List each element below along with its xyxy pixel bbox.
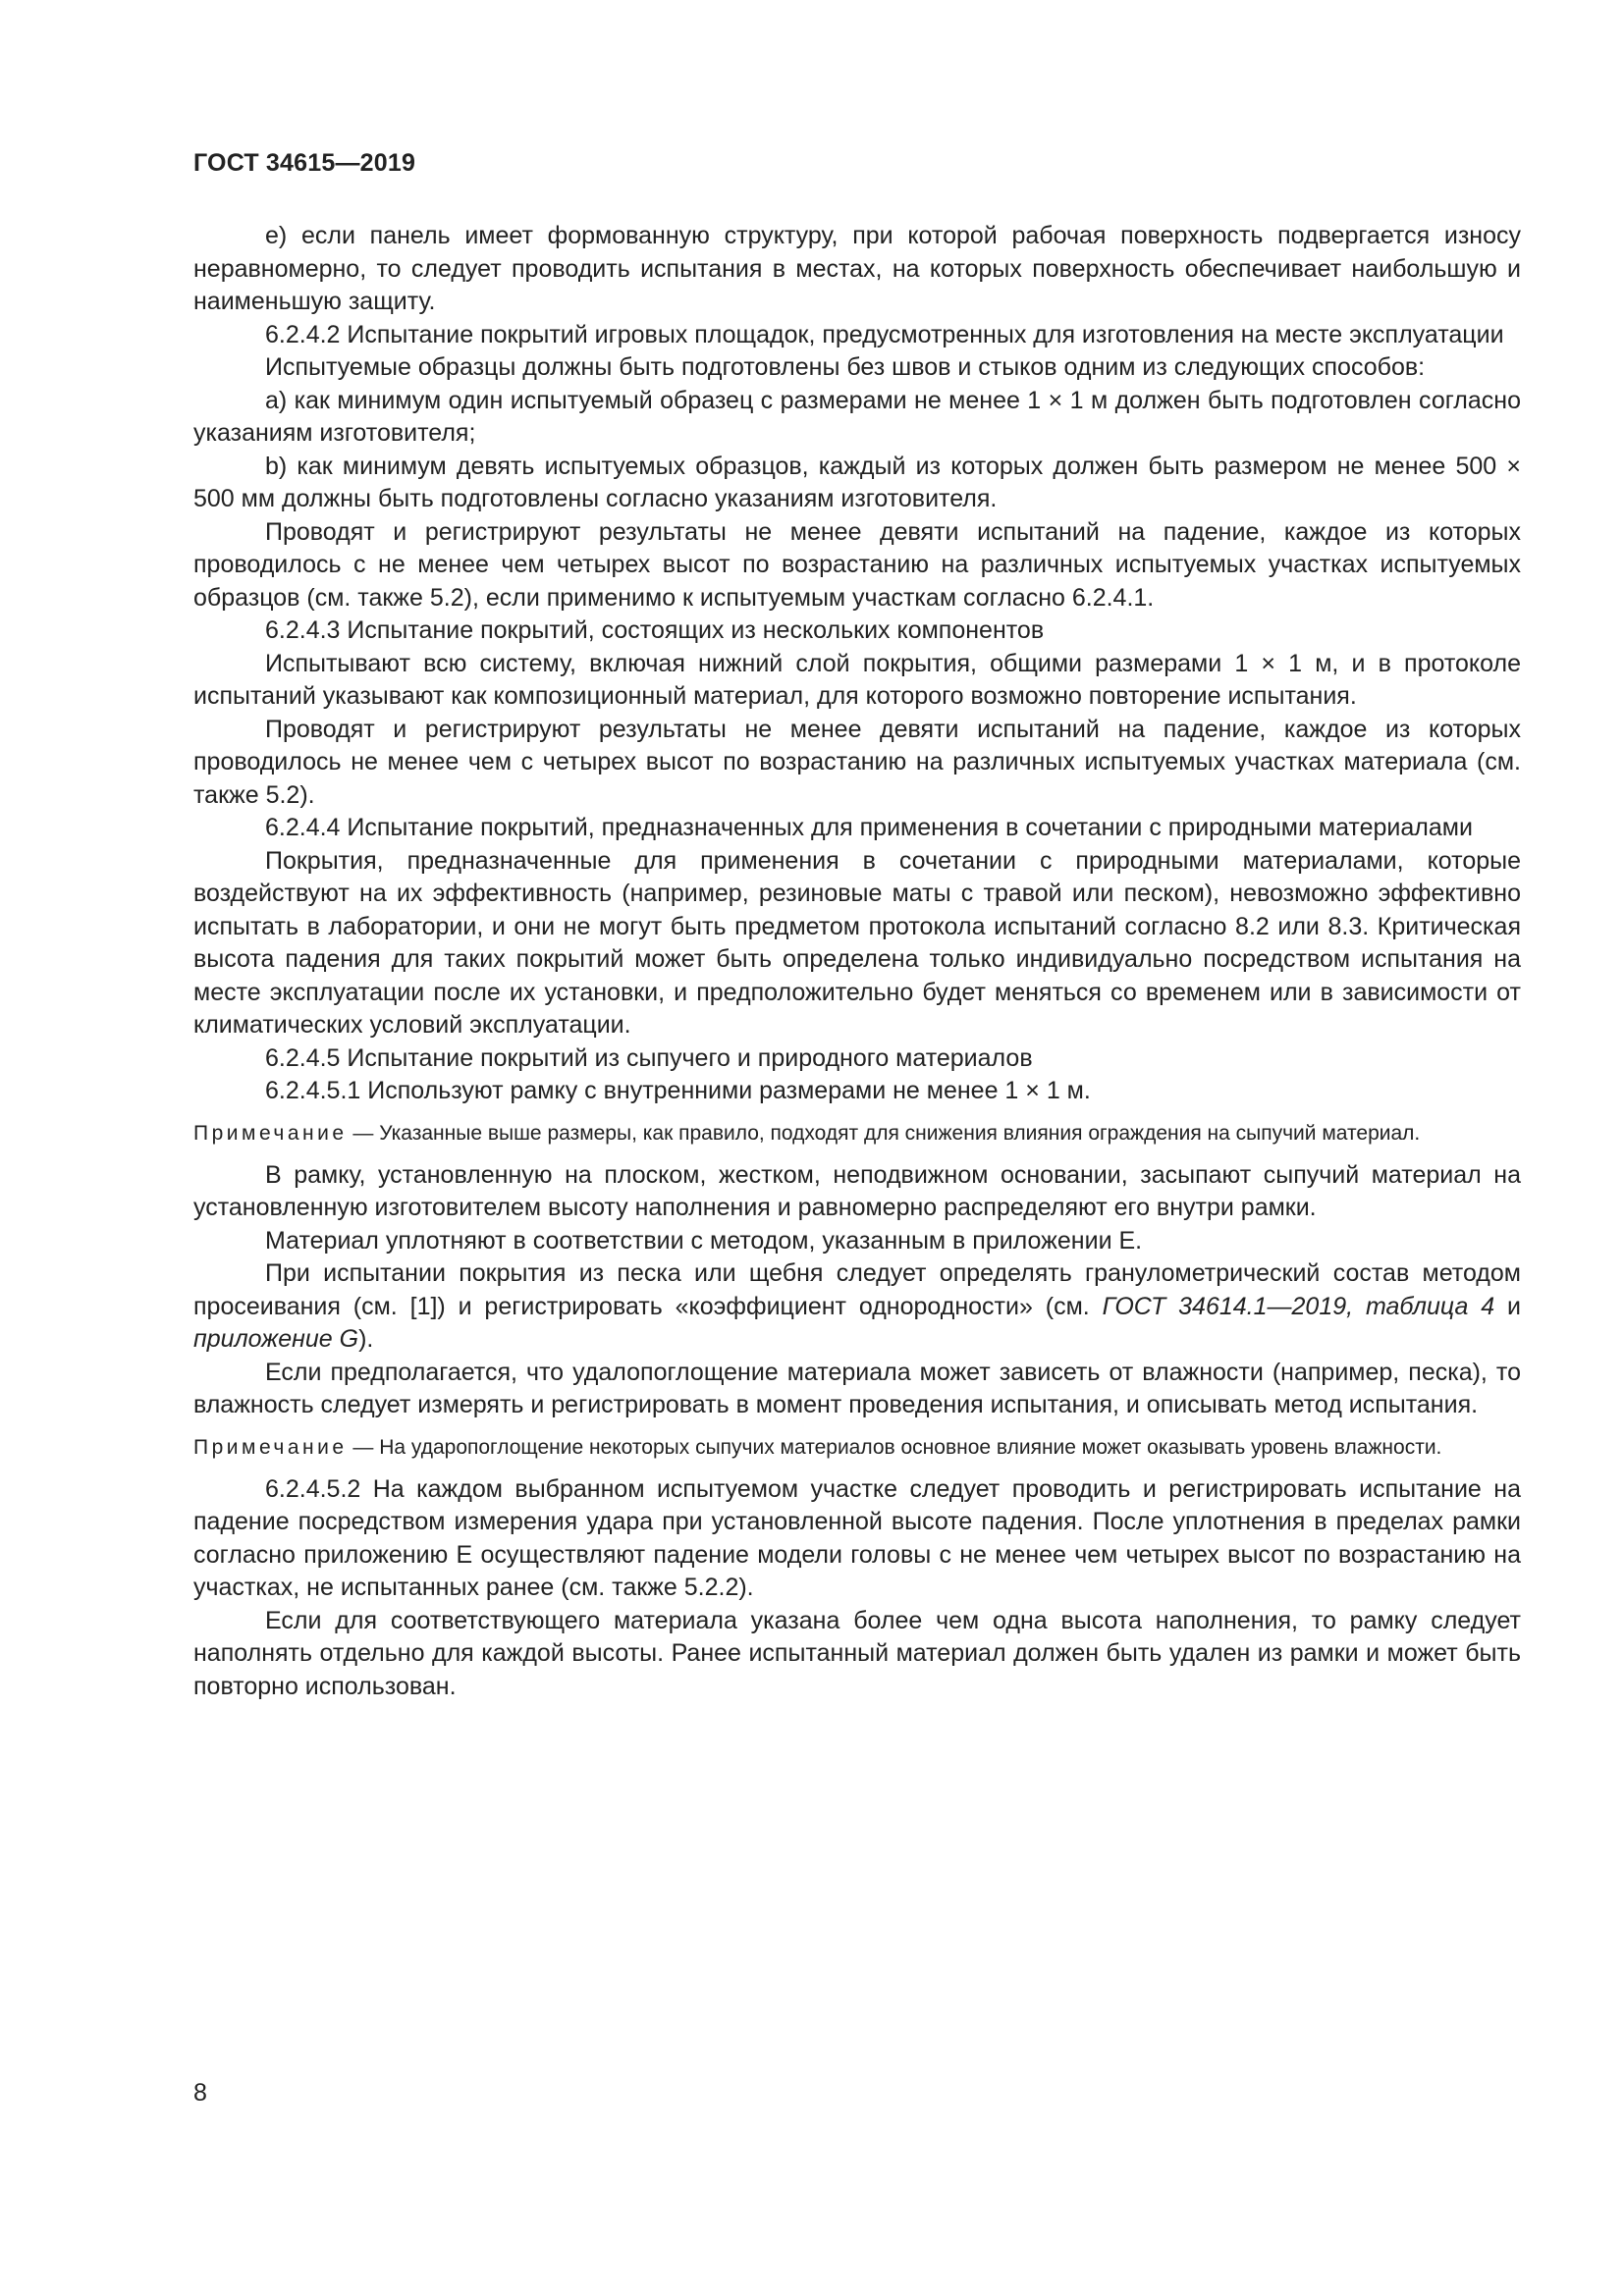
list-item: a) как минимум один испытуемый образец с размерами не менее 1 × 1 м должен быть подготовлен согласно указаниям изготовителя; [193,386,1521,447]
paragraph-text: При испытании покрытия из песка или щебня следует определять гранулометрический состав методом просеивания (см. [1]) и регистрировать «коэффициент однородности» (см. [193,1259,1521,1320]
note-label: Примечание [193,1121,348,1145]
section-heading: 6.2.4.5.2 На каждом выбранном испытуемом участке следует проводить и регистрировать испытание на падение посредством измерения удара при установленной высоте падения. После уплотнения в пределах рамки согласно приложению Е осуществляют падение модели головы с не менее чем четырех высот по возрастанию на участках, не испытанных ранее (см. также 5.2.2). [193,1474,1521,1601]
paragraph: Если предполагается, что удалопоглощение материала может зависеть от влажности (например, песка), то влажность следует измерять и регистрировать в момент проведения испытания, и описывать метод испытания. [193,1358,1521,1418]
paragraph-text: и [1494,1292,1522,1320]
note [193,1433,1521,1462]
standard-reference: ГОСТ 34614.1—2019, таблица 4 [1102,1292,1495,1320]
section-heading: 6.2.4.3 Испытание покрытий, состоящих из нескольких компонентов [265,616,1045,644]
page-number: 8 [193,2079,207,2107]
section-heading: 6.2.4.2 Испытание покрытий игровых площадок, предусмотренных для изготовления на месте эксплуатации [265,320,1504,348]
paragraph: Проводят и регистрируют результаты не менее девяти испытаний на падение, каждое из которых проводилось не менее чем с четырех высот по возрастанию на различных испытуемых участках материала (см. также 5.2). [193,715,1521,809]
section-heading: 6.2.4.4 Испытание покрытий, предназначенных для применения в сочетании с природными материалами [265,814,1473,841]
paragraph: е) если панель имеет формованную структуру, при которой рабочая поверхность подвергается износу неравномерно, то следует проводить испытания в местах, на которых поверхность обеспечивает наибольшую и наименьшую защиту. [193,222,1521,315]
paragraph: 6.2.4.5.1 Используют рамку с внутренними размерами не менее 1 × 1 м. [265,1077,1091,1104]
paragraph: Покрытия, предназначенные для применения в сочетании с природными материалами, которые воздействуют на их эффективность (например, резиновые маты с травой или песком), невозможно эффективно испытать в лаборатории, и они не могут быть предметом протокола испытаний согласно 8.2 или 8.3. Критическая высота падения для таких покрытий может быть определена только индивидуально посредством испытания на месте эксплуатации после их установки, и предположительно будет меняться со временем или в зависимости от климатических условий эксплуатации. [193,846,1521,1039]
paragraph: Испытывают всю систему, включая нижний слой покрытия, общими размерами 1 × 1 м, и в протоколе испытаний указывают как композиционный материал, для которого возможно повторение испытания. [193,649,1521,710]
list-item: b) как минимум девять испытуемых образцов, каждый из которых должен быть размером не менее 500 × 500 мм должны быть подготовлены согласно указаниям изготовителя. [193,452,1521,512]
paragraph-with-references [193,1257,1521,1357]
paragraph: В рамку, установленную на плоском, жестком, неподвижном основании, засыпают сыпучий материал на установленную изготовителем высоту наполнения и равномерно распределяют его внутри рамки. [193,1160,1521,1221]
note-text: — Указанные выше размеры, как правило, подходят для снижения влияния ограждения на сыпучий материал. [347,1121,1421,1145]
document-body [193,220,1521,1703]
paragraph: Испытуемые образцы должны быть подготовлены без швов и стыков одним из следующих способов: [265,353,1426,381]
appendix-reference: приложение G [193,1325,359,1353]
note-text: — На ударопоглощение некоторых сыпучих материалов основное влияние может оказывать уровень влажности. [347,1435,1442,1459]
document-code-header: ГОСТ 34615—2019 [193,149,416,177]
paragraph: Материал уплотняют в соответствии с методом, указанным в приложении Е. [265,1226,1143,1255]
paragraph-text: ). [358,1325,374,1353]
paragraph: Проводят и регистрируют результаты не менее девяти испытаний на падение, каждое из которых проводилось с не менее чем четырех высот по возрастанию на различных испытуемых участках испытуемых образцов (см. также 5.2), если применимо к испытуемым участкам согласно 6.2.4.1. [193,517,1521,612]
note [193,1119,1521,1148]
section-heading: 6.2.4.5 Испытание покрытий из сыпучего и природного материалов [265,1043,1033,1072]
note-label: Примечание [193,1435,348,1459]
paragraph: Если для соответствующего материала указана более чем одна высота наполнения, то рамку следует наполнять отдельно для каждой высоты. Ранее испытанный материал должен быть удален из рамки и может быть повторно использован. [193,1606,1521,1700]
